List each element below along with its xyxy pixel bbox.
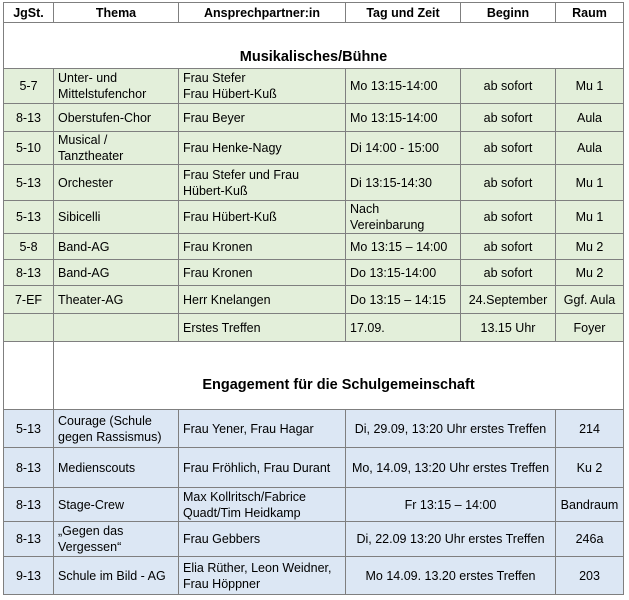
cell-jgst [4,314,54,342]
ag-table [3,2,624,595]
cell-ansprechpartner: Frau Kronen [179,234,346,260]
ag-table-container [3,2,623,595]
cell-tag-und-zeit: Do 13:15-14:00 [346,260,461,286]
table-row [4,488,624,522]
header-row [4,3,624,23]
table-row [4,165,624,201]
cell-tag-und-zeit: Nach Vereinbarung [346,201,461,234]
cell-thema: Stage-Crew [54,488,179,522]
cell-beginn: ab sofort [461,69,556,104]
cell-jgst: 5-13 [4,201,54,234]
cell-raum: Aula [556,104,624,132]
section2-body [4,410,624,595]
cell-thema: Oberstufen-Chor [54,104,179,132]
cell-beginn: ab sofort [461,260,556,286]
header-tag-und-zeit: Tag und Zeit [346,3,461,23]
header-thema: Thema [54,3,179,23]
cell-tag-und-zeit: Do 13:15 – 14:15 [346,286,461,314]
table-row [4,448,624,488]
section-title-engagement: Engagement für die Schulgemeinschaft [54,342,624,410]
cell-ansprechpartner: Max Kollritsch/Fabrice Quadt/Tim Heidkamp [179,488,346,522]
cell-tag-und-zeit: Mo 14.09. 13.20 erstes Treffen [346,557,556,595]
cell-ansprechpartner: Frau Kronen [179,260,346,286]
section-row-musik [4,23,624,69]
cell-thema: Musical / Tanztheater [54,132,179,165]
cell-tag-und-zeit: Mo 13:15-14:00 [346,69,461,104]
cell-thema: Band-AG [54,234,179,260]
cell-tag-und-zeit: Mo 13:15 – 14:00 [346,234,461,260]
cell-jgst: 7-EF [4,286,54,314]
cell-ansprechpartner: Herr Knelangen [179,286,346,314]
cell-raum: Ku 2 [556,448,624,488]
header-jgst: JgSt. [4,3,54,23]
cell-ansprechpartner: Frau Hübert-Kuß [179,201,346,234]
cell-raum: Ggf. Aula [556,286,624,314]
cell-thema: Orchester [54,165,179,201]
table-row [4,234,624,260]
cell-beginn: ab sofort [461,234,556,260]
cell-thema: „Gegen das Vergessen“ [54,522,179,557]
cell-jgst: 9-13 [4,557,54,595]
cell-jgst: 5-7 [4,69,54,104]
cell-jgst: 8-13 [4,260,54,286]
cell-raum: 214 [556,410,624,448]
table-row [4,410,624,448]
cell-raum: Foyer [556,314,624,342]
cell-beginn: 24.September [461,286,556,314]
section-row-engagement [4,342,624,410]
cell-raum: Mu 1 [556,69,624,104]
cell-beginn: ab sofort [461,201,556,234]
cell-jgst: 5-13 [4,165,54,201]
table-row [4,314,624,342]
cell-tag-und-zeit: Di, 29.09, 13:20 Uhr erstes Treffen [346,410,556,448]
cell-ansprechpartner: Frau Fröhlich, Frau Durant [179,448,346,488]
cell-beginn: ab sofort [461,165,556,201]
cell-thema: Courage (Schule gegen Rassismus) [54,410,179,448]
cell-ansprechpartner: Frau Beyer [179,104,346,132]
cell-thema: Sibicelli [54,201,179,234]
cell-jgst: 8-13 [4,448,54,488]
table-row [4,557,624,595]
cell-ansprechpartner: Frau Yener, Frau Hagar [179,410,346,448]
cell-jgst: 8-13 [4,104,54,132]
cell-tag-und-zeit: Di, 22.09 13:20 Uhr erstes Treffen [346,522,556,557]
cell-tag-und-zeit: Fr 13:15 – 14:00 [346,488,556,522]
cell-ansprechpartner: Frau Stefer Frau Hübert-Kuß [179,69,346,104]
cell-raum: 246a [556,522,624,557]
cell-jgst: 5-10 [4,132,54,165]
cell-raum: Bandraum [556,488,624,522]
table-row [4,104,624,132]
table-row [4,132,624,165]
cell-ansprechpartner: Elia Rüther, Leon Weidner, Frau Höppner [179,557,346,595]
cell-raum: Mu 2 [556,260,624,286]
cell-raum: Mu 1 [556,201,624,234]
cell-thema: Schule im Bild - AG [54,557,179,595]
table-row [4,522,624,557]
cell-tag-und-zeit: Di 13:15-14:30 [346,165,461,201]
cell-thema [54,314,179,342]
cell-tag-und-zeit: 17.09. [346,314,461,342]
cell-beginn: ab sofort [461,104,556,132]
table-row [4,69,624,104]
cell-tag-und-zeit: Mo, 14.09, 13:20 Uhr erstes Treffen [346,448,556,488]
header-beginn: Beginn [461,3,556,23]
cell-ansprechpartner: Frau Henke-Nagy [179,132,346,165]
table-row [4,286,624,314]
cell-raum: Mu 1 [556,165,624,201]
cell-jgst: 8-13 [4,488,54,522]
cell-thema: Medienscouts [54,448,179,488]
cell-beginn: ab sofort [461,132,556,165]
cell-jgst: 5-13 [4,410,54,448]
cell-ansprechpartner: Erstes Treffen [179,314,346,342]
cell-thema: Band-AG [54,260,179,286]
cell-jgst: 8-13 [4,522,54,557]
cell-raum: Aula [556,132,624,165]
header-ansprechpartner: Ansprechpartner:in [179,3,346,23]
cell-jgst: 5-8 [4,234,54,260]
cell-thema: Theater-AG [54,286,179,314]
section1-body [4,69,624,342]
cell-raum: Mu 2 [556,234,624,260]
table-row [4,201,624,234]
cell-ansprechpartner: Frau Stefer und Frau Hübert-Kuß [179,165,346,201]
section-spacer-cell [4,342,54,410]
cell-tag-und-zeit: Di 14:00 - 15:00 [346,132,461,165]
section-title-musik: Musikalisches/Bühne [4,23,624,69]
cell-thema: Unter- und Mittelstufenchor [54,69,179,104]
header-raum: Raum [556,3,624,23]
cell-beginn: 13.15 Uhr [461,314,556,342]
table-row [4,260,624,286]
cell-ansprechpartner: Frau Gebbers [179,522,346,557]
cell-tag-und-zeit: Mo 13:15-14:00 [346,104,461,132]
cell-raum: 203 [556,557,624,595]
